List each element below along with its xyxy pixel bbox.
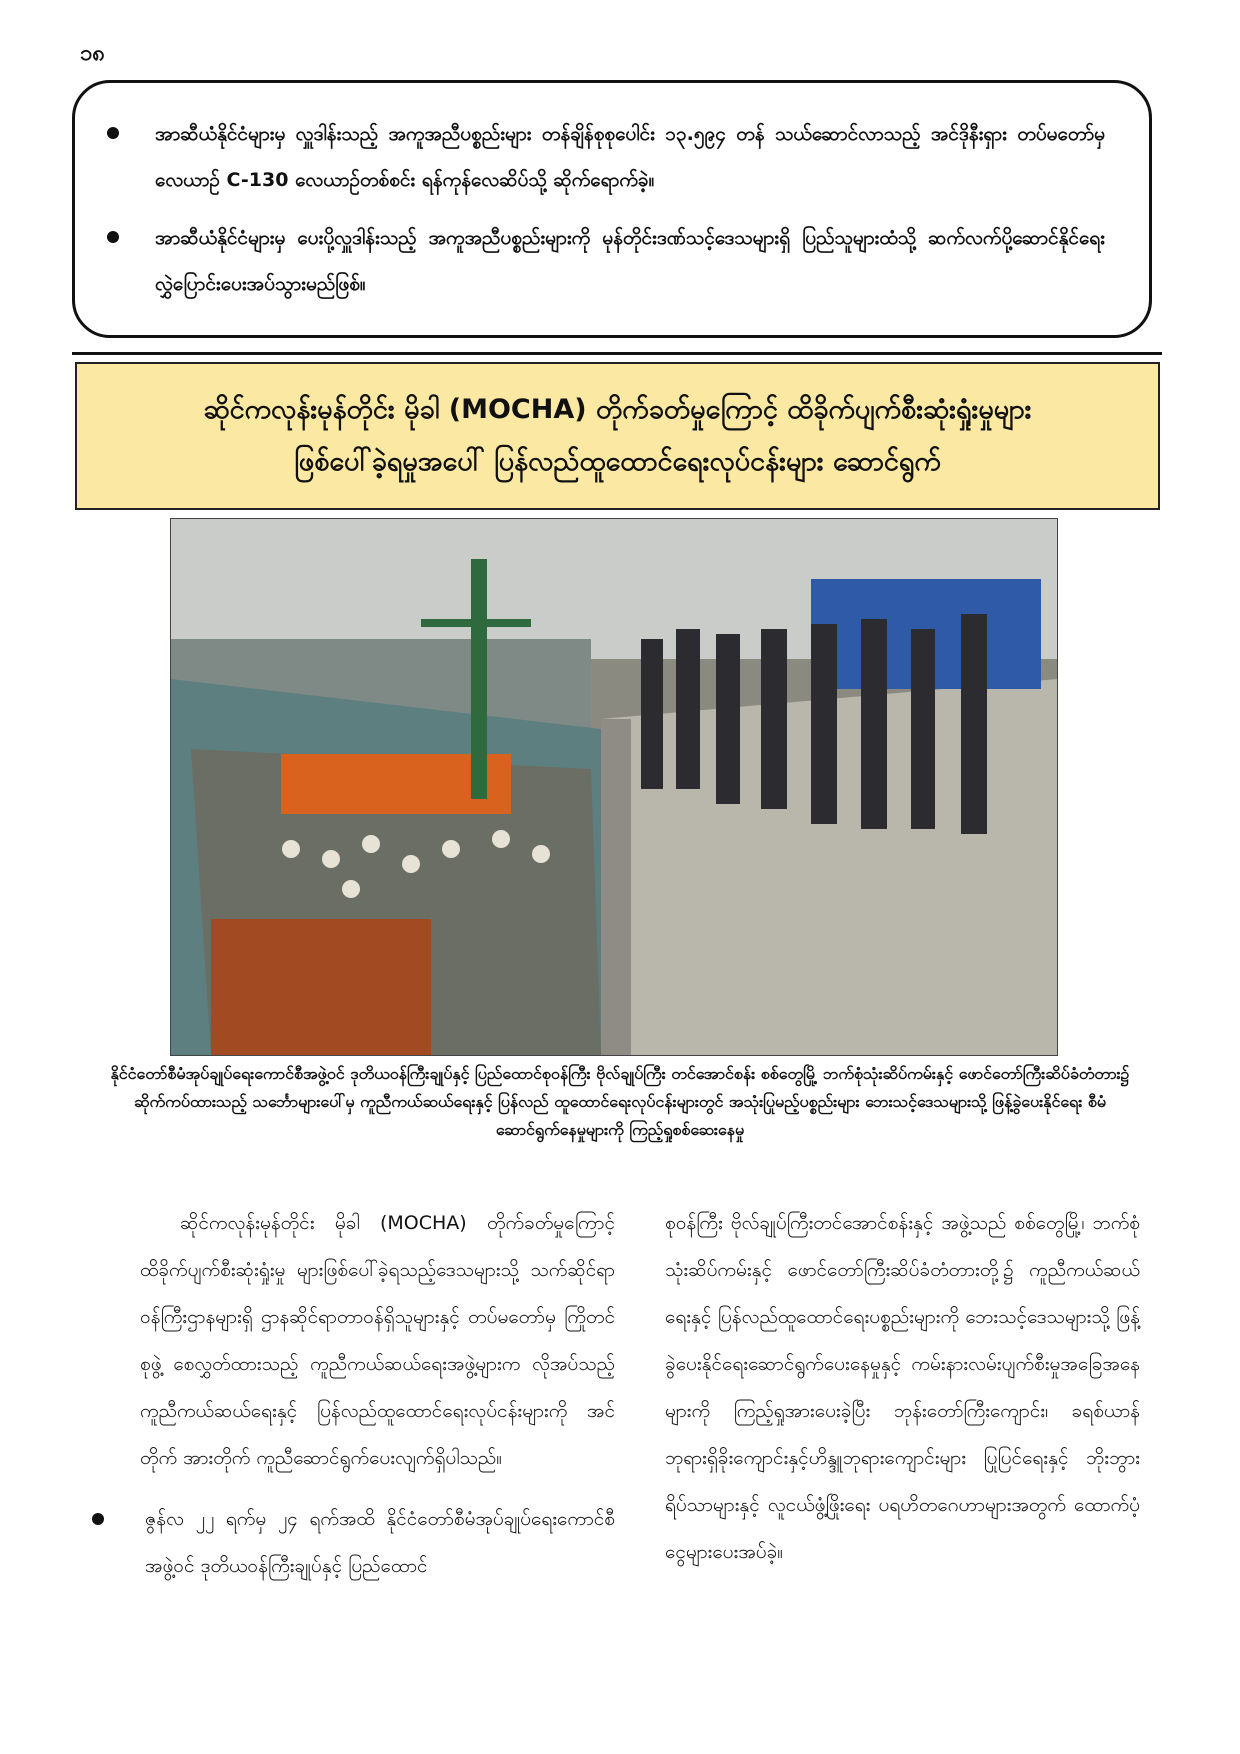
body-paragraph-2: စုဝန်ကြီး ဗိုလ်ချုပ်ကြီးတင်အောင်စန်းနှင့် အဖွဲ့သည် စစ်တွေမြို့၊ ဘက်စုံသုံးဆိပ်ကမ်းနှင့် ဖောင်တော်ကြီးဆိပ်ခံတံတားတို့၌ ကူညီကယ်ဆယ်ရေးနှင့် ပြန်လည်ထူထောင်ရေးပစ္စည်းများကို ဘေးသင့်ဒေသများသို့ ဖြန့်ခွဲပေးနိုင်ရေးဆောင်ရွက်ပေးနေမှုနှင့် ကမ်းနားလမ်းပျက်စီးမှုအခြေအနေများကို ကြည့်ရှုအားပေးခဲ့ပြီး ဘုန်းတော်ကြီးကျောင်း၊ ခရစ်ယာန်ဘုရားရှိခိုးကျောင်းနှင့်ဟိန္ဒူဘုရားကျောင်းများ ပြုပြင်ရေးနှင့် ဘိုးဘွားရိပ်သာများနှင့် လူငယ်ဖွံ့ဖြိုးရေး ပရဟိတဂေဟာများအတွက် ထောက်ပံ့ငွေများပေးအပ်ခဲ့။ xyxy=(665,1212,1140,1563)
info-bullet-2: အာဆီယံနိုင်ငံများမှ ပေးပို့လှူဒါန်းသည့် အကူအညီပစ္စည်းများကို မုန်တိုင်းဒဏ်သင့်ဒေသများရှိ ပြည်သူများထံသို့ ဆက်လက်ပို့ဆောင်နိုင်ရေး လွှဲပြောင်းပေးအပ်သွားမည်ဖြစ်။ xyxy=(105,215,1105,307)
photo-caption: နိုင်ငံတော်စီမံအုပ်ချုပ်ရေးကောင်စီအဖွဲ့ဝင် ဒုတိယဝန်ကြီးချုပ်နှင့် ပြည်ထောင်စုဝန်ကြီး ဗိုလ်ချုပ်ကြီး တင်အောင်စန်း စစ်တွေမြို့ ဘက်စုံသုံးဆိပ်ကမ်းနှင့် ဖောင်တော်ကြီးဆိပ်ခံတံတား၌ ဆိုက်ကပ်ထားသည့် သင်္ဘောများပေါ်မှ ကူညီကယ်ဆယ်ရေးနှင့် ပြန်လည် ထူထောင်ရေးလုပ်ငန်းများတွင် အသုံးပြုမည့်ပစ္စည်းများ ဘေးသင့်ဒေသများသို့ ဖြန့်ခွဲပေးနိုင်ရေး စီမံဆောင်ရွက်နေမှုများကို ကြည့်ရှုစစ်ဆေးနေမှု xyxy=(110,1064,1130,1139)
info-bullet-1: အာဆီယံနိုင်ငံများမှ လှူဒါန်းသည့် အကူအညီပစ္စည်းများ တန်ချိန်စုစုပေါင်း ၁၃.၅၉၄ တန် သယ်ဆောင်လာသည့် အင်ဒိုနီးရှား တပ်မတော်မှ လေယာဉ် C-130 လေယာဉ်တစ်စင်း ရန်ကုန်လေဆိပ်သို့ ဆိုက်ရောက်ခဲ့။ xyxy=(105,111,1105,203)
ship-pier-illustration xyxy=(171,519,1057,1055)
info-box xyxy=(72,80,1152,338)
body-bullet-1: ဇွန်လ ၂၂ ရက်မှ ၂၄ ရက်အထိ နိုင်ငံတော်စီမံအုပ်ချုပ်ရေးကောင်စီအဖွဲ့ဝင် ဒုတိယဝန်ကြီးချုပ်နှင့် ပြည်ထောင် xyxy=(90,1496,615,1590)
body-column-right xyxy=(665,1200,1140,1576)
body-paragraph-1: ဆိုင်ကလုန်းမုန်တိုင်း မိုခါ (MOCHA) တိုက်ခတ်မှုကြောင့် ထိခိုက်ပျက်စီးဆုံးရှုံးမှု များဖြစ်ပေါ်ခဲ့ရသည့်ဒေသများသို့ သက်ဆိုင်ရာဝန်ကြီးဌာနများရှိ ဌာနဆိုင်ရာတာဝန်ရှိသူများနှင့် တပ်မတော်မှ ကြိုတင်စုဖွဲ့ စေလွှတ်ထားသည့် ကူညီကယ်ဆယ်ရေးအဖွဲ့များက လိုအပ်သည့် ကူညီကယ်ဆယ်ရေးနှင့် ပြန်လည်ထူထောင်ရေးလုပ်ငန်းများကို အင်တိုက် အားတိုက် ကူညီဆောင်ရွက်ပေးလျက်ရှိပါသည်။ xyxy=(140,1212,615,1469)
mast xyxy=(471,559,487,799)
body-column-left xyxy=(140,1200,615,1590)
headline-box xyxy=(75,362,1160,510)
headline-line-2: ဖြစ်ပေါ်ခဲ့ရမှုအပေါ် ပြန်လည်ထူထောင်ရေးလုပ်ငန်းများ ဆောင်ရွက် xyxy=(294,446,941,477)
pier-edge xyxy=(601,719,631,1055)
divider-line xyxy=(72,352,1162,355)
news-photo xyxy=(170,518,1058,1056)
info-bullet-list xyxy=(105,111,1105,307)
deck-hatch xyxy=(211,919,431,1055)
headline-line-1: ဆိုင်ကလုန်းမုန်တိုင်း မိုခါ (MOCHA) တိုက်ခတ်မှုကြောင့် ထိခိုက်ပျက်စီးဆုံးရှုံးမှုများ xyxy=(203,394,1032,425)
mast-boom xyxy=(421,619,531,627)
body-bullet-list xyxy=(140,1496,615,1590)
page-number: ၁၈ xyxy=(80,41,105,66)
